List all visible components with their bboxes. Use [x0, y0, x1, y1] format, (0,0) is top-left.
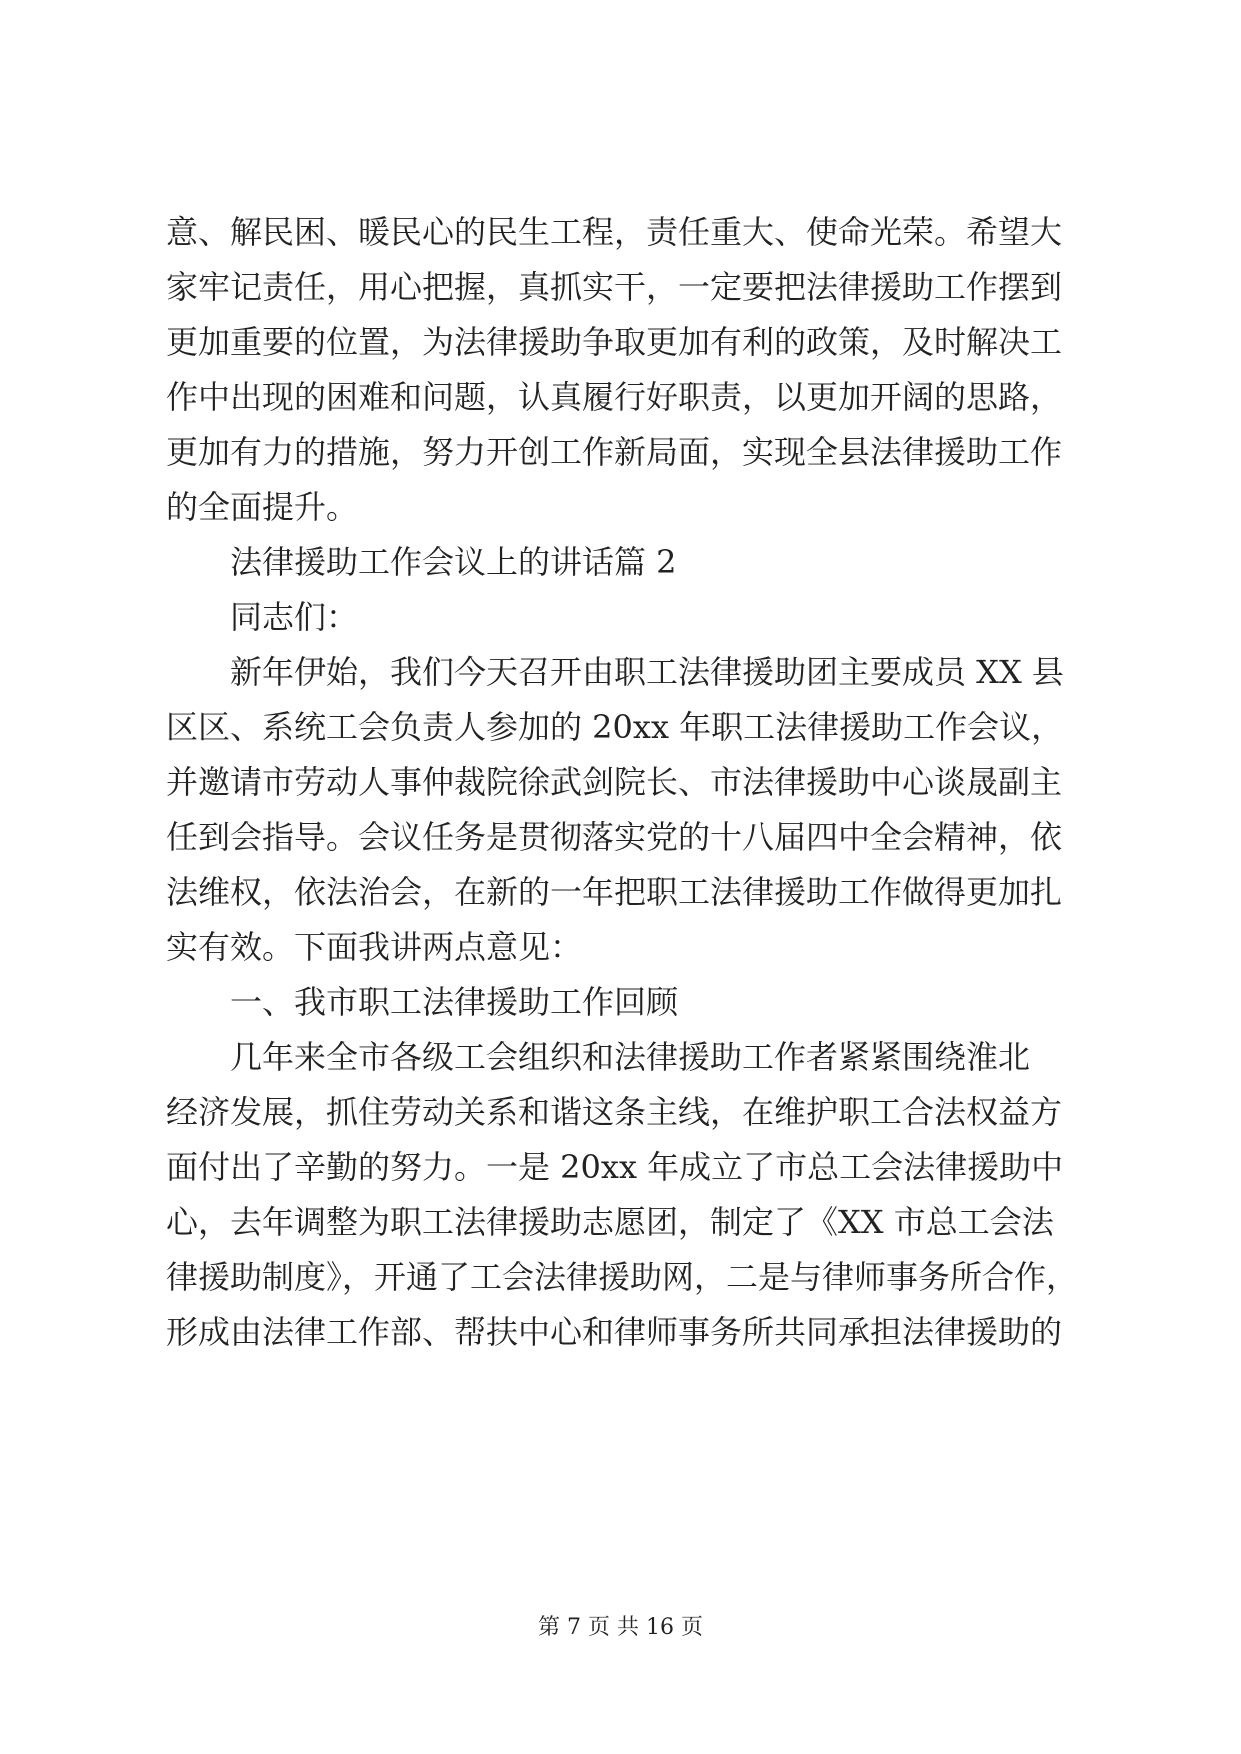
text-line: 更加重要的位置，为法律援助争取更加有利的政策，及时解决工 — [166, 323, 1063, 361]
text-line: 法维权，依法治会，在新的一年把职工法律援助工作做得更加扎 — [166, 873, 1063, 911]
page-number-footer: 第 7 页 共 16 页 — [538, 1615, 703, 1640]
text-line: 的全面提升。 — [166, 488, 359, 526]
section-heading: 法律援助工作会议上的讲话篇 2 — [230, 543, 677, 581]
text-line: 更加有力的措施，努力开创工作新局面，实现全县法律援助工作 — [166, 433, 1063, 471]
text-line: 区区、系统工会负责人参加的 20xx 年职工法律援助工作会议， — [166, 708, 1064, 746]
sub-heading: 一、我市职工法律援助工作回顾 — [230, 983, 679, 1021]
text-line: 几年来全市各级工会组织和法律援助工作者紧紧围绕淮北 — [230, 1038, 1031, 1076]
text-line: 心，去年调整为职工法律援助志愿团，制定了《XX 市总工会法 — [166, 1203, 1054, 1241]
salutation: 同志们： — [230, 598, 359, 636]
text-line: 律援助制度》，开通了工会法律援助网，二是与律师事务所合作， — [166, 1258, 1079, 1296]
text-line: 形成由法律工作部、帮扶中心和律师事务所共同承担法律援助的 — [166, 1313, 1063, 1351]
text-line: 并邀请市劳动人事仲裁院徐武剑院长、市法律援助中心谈晟副主 — [166, 763, 1063, 801]
text-line: 任到会指导。会议任务是贯彻落实党的十八届四中全会精神，依 — [166, 818, 1063, 856]
text-line: 新年伊始，我们今天召开由职工法律援助团主要成员 XX 县 — [230, 653, 1064, 691]
text-line: 作中出现的困难和问题，认真履行好职责，以更加开阔的思路， — [166, 378, 1063, 416]
text-line: 实有效。下面我讲两点意见： — [166, 928, 583, 966]
text-line: 面付出了辛勤的努力。一是 20xx 年成立了市总工会法律援助中 — [166, 1148, 1064, 1186]
text-line: 经济发展，抓住劳动关系和谐这条主线，在维护职工合法权益方 — [166, 1093, 1063, 1131]
text-line: 意、解民困、暖民心的民生工程，责任重大、使命光荣。希望大 — [166, 213, 1063, 251]
text-line: 家牢记责任，用心把握，真抓实干，一定要把法律援助工作摆到 — [166, 268, 1063, 306]
